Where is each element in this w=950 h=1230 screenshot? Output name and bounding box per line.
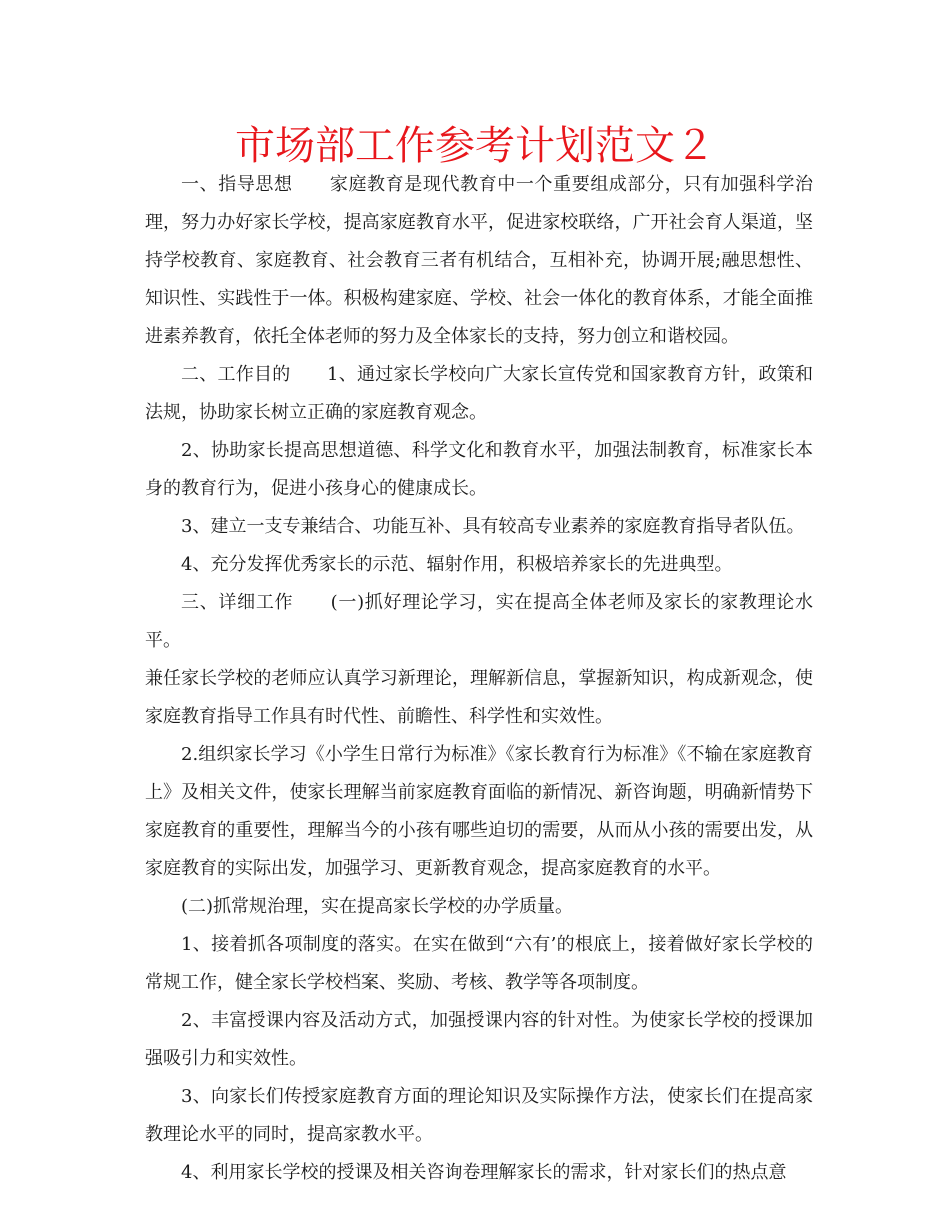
- document-title: 市场部工作参考计划范文２: [235, 123, 715, 169]
- paragraph-goal-2: 2、协助家长提高思想道德、科学文化和教育水平，加强法制教育，标准家长本身的教育行为，促进小孩身心的健康成长。: [145, 440, 813, 499]
- paragraph-routine-management: (二)抓常规治理，实在提高家长学校的办学质量。: [181, 896, 574, 917]
- paragraph-goal-3: 3、建立一支专兼结合、功能互补、具有较高专业素养的家庭教育指导者队伍。: [181, 516, 805, 537]
- paragraph-item-2: 2、丰富授课内容及活动方式，加强授课内容的针对性。为使家长学校的授课加强吸引力和实效性。: [145, 1010, 813, 1069]
- paragraph-item-1: 1、接着抓各项制度的落实。在实在做到“六有’的根底上，接着做好家长学校的常规工作，健全家长学校档案、奖励、考核、教学等各项制度。: [145, 934, 813, 993]
- paragraph-teacher-study: 兼任家长学校的老师应认真学习新理论，理解新信息，掌握新知识，构成新观念，使家庭教育指导工作具有时代性、前瞻性、科学性和实效性。: [145, 668, 813, 727]
- paragraph-parent-study: 2.组织家长学习《小学生日常行为标准》《家长教育行为标准》《不输在家庭教育上》及相关文件，使家长理解当前家庭教育面临的新情况、新咨询题，明确新情势下家庭教育的重要性，理解当今的小孩有哪些迫切的需要，从而从小孩的需要出发，从家庭教育的实际出发，加强学习、更新教育观念，提高家庭教育的水平。: [145, 744, 813, 879]
- paragraph-guiding-ideology: 一、指导思想 家庭教育是现代教育中一个重要组成部分，只有加强科学治理，努力办好家长学校，提高家庭教育水平，促进家校联络，广开社会育人渠道，坚持学校教育、家庭教育、社会教育三者有机结合，互相补充，协调开展;融思想性、知识性、实践性于一体。积极构建家庭、学校、社会一体化的教育体系，才能全面推进素养教育，依托全体老师的努力及全体家长的支持，努力创立和谐校园。: [145, 174, 813, 347]
- paragraph-work-goals: 二、工作目的 1、通过家长学校向广大家长宣传党和国家教育方针，政策和法规，协助家长树立正确的家庭教育观念。: [145, 364, 813, 423]
- paragraph-item-4: 4、利用家长学校的授课及相关咨询卷理解家长的需求，针对家长们的热点意: [181, 1162, 787, 1183]
- paragraph-goal-4: 4、充分发挥优秀家长的示范、辐射作用，积极培养家长的先进典型。: [181, 554, 733, 575]
- paragraph-item-3: 3、向家长们传授家庭教育方面的理论知识及实际操作方法，使家长们在提高家教理论水平的同时，提高家教水平。: [145, 1086, 813, 1145]
- paragraph-specific-work: 三、详细工作 (一)抓好理论学习，实在提高全体老师及家长的家教理论水平。: [145, 592, 813, 651]
- document-body: [145, 166, 813, 1192]
